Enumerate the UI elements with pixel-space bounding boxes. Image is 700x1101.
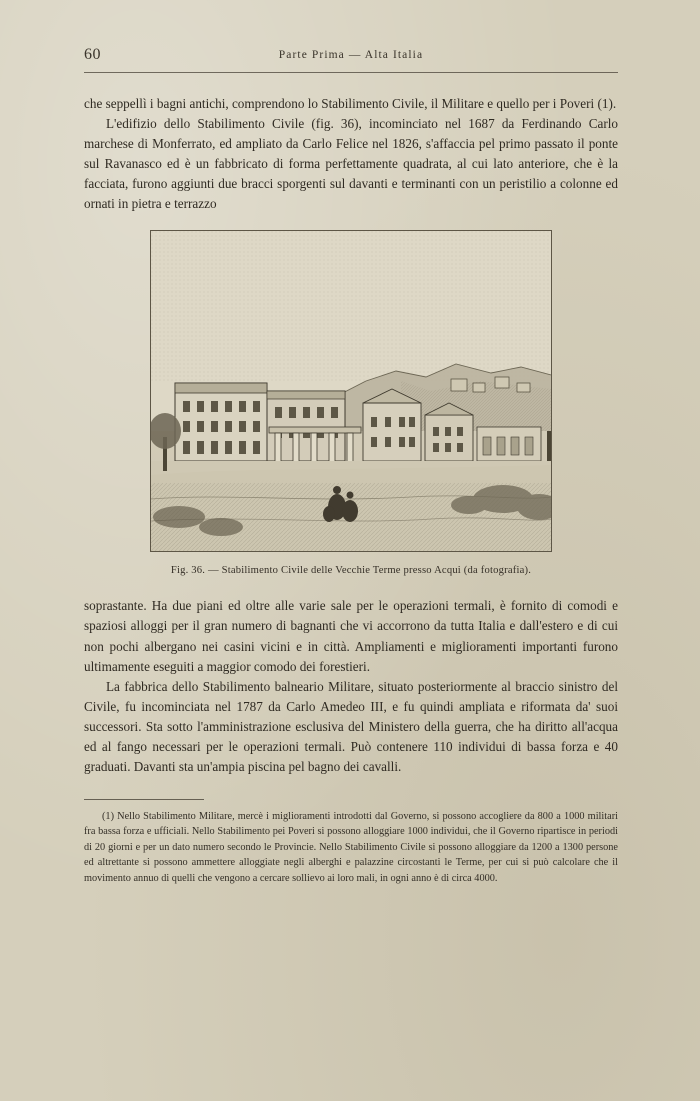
figure-caption: Fig. 36. — Stabilimento Civile delle Vecchie Terme presso Acqui (da fotografia). (170, 565, 532, 577)
paragraph-1: che seppellì i bagni antichi, comprendono lo Stabilimento Civile, il Militare e quello per i Poveri (1). (84, 96, 617, 111)
paragraph-4: La fabbrica dello Stabilimento balneario Militare, situato posteriormente al braccio sinistro del Civile, fu incominciata nel 1787 da Carlo Amedeo III, e fu quindi ampliata e riformata da' suoi successori. Sta sotto l'amministrazione esclusiva del Ministero della guerra, che ha diritto all'acqua ed al fango necessari per le operazioni termali. Può contenere 110 individui di bassa forza e 40 graduati. Davanti sta un'ampia piscina pel bagno dei cavalli. (84, 678, 618, 774)
page-number: 60 (84, 46, 101, 63)
figure-image (150, 230, 552, 552)
header-rule (84, 72, 618, 73)
figure-block (84, 230, 618, 576)
running-head: Parte Prima — Alta Italia (278, 49, 424, 61)
engraving-illustration (151, 231, 551, 551)
footnote-text: (1) Nello Stabilimento Militare, mercè i miglioramenti introdotti dal Governo, si possono accogliere da 800 a 1000 militari fra bassa forza e ufficiali. Nello Stabilimento pei Poveri si possono alloggiare 1000 individui, che il Governo ripartisce in periodi di 20 giorni e per un dato numero secondo le Provincie. Nello Stabilimento Civile si possono alloggiare da 1200 a 1300 persone ed altrettante si possono ammettere alloggiate negli alberghi e palazzine circostanti le Terme, per cui si può calcolare che il movimento annuo di quelli che vengono a cercare sollievo ai loro mali, in ogni anno è di circa 4000. (84, 810, 618, 884)
body-text-top (84, 94, 618, 214)
page-content (84, 40, 618, 886)
body-text-bottom (84, 596, 618, 777)
paragraph-3: soprastante. Ha due piani ed oltre alle varie sale per le operazioni termali, è fornito di comodi e spaziosi alloggi per il gran numero di bagnanti che vi accorrono da tutta Italia e dall'estero e di cui non pochi albergano nei casini vicini e in città. Ampliamenti e miglioramenti importanti furono ultimamente eseguiti a maggior comodo dei forestieri. (84, 598, 618, 674)
page-header (84, 40, 618, 74)
footnote-rule (84, 799, 204, 800)
paragraph-2: L'edifizio dello Stabilimento Civile (fig. 36), incominciato nel 1687 da Ferdinando Carlo marchese di Monferrato, ed ampliato da Carlo Felice nel 1826, s'affaccia pel primo passato il ponte sul Ravanasco ed è un fabbricato di forma perfettamente quadrata, al cui lato anteriore, che è la facciata, furono aggiunti due bracci sporgenti sul davanti e terminanti con un peristilio a colonne ed ornati in pietra e terrazzo (84, 116, 618, 212)
